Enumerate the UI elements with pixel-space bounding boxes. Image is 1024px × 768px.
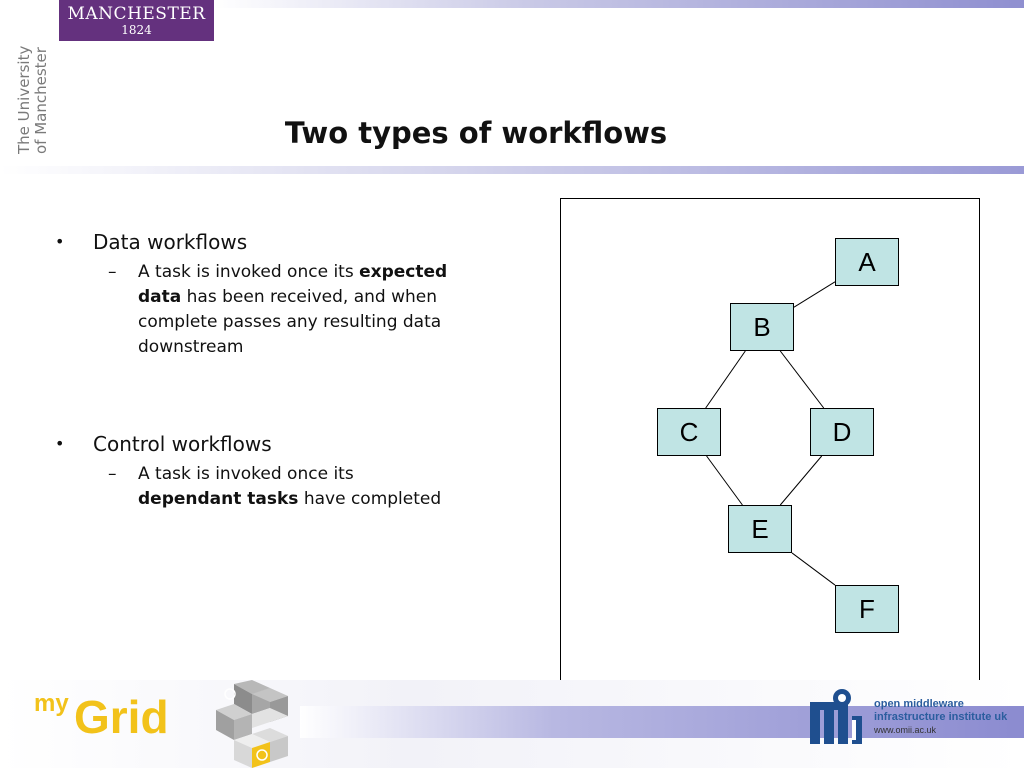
omii-line-1: open middleware (874, 698, 964, 710)
omii-url: www.omii.ac.uk (874, 725, 937, 735)
sub-bullet-item (108, 260, 495, 360)
logo-word: MANCHESTER (67, 4, 206, 24)
omii-logo-icon (808, 688, 870, 750)
edge-b-c (706, 351, 746, 408)
university-line-1: The University (15, 45, 33, 154)
bullet-dot: • (55, 434, 65, 453)
sub-bullet-bold: expected data (138, 262, 448, 307)
slide-title: Two types of workflows (284, 116, 668, 150)
edge-e-f (792, 553, 835, 585)
sub-bullet-text-rest: have completed (298, 489, 442, 509)
node-a: A (835, 238, 899, 286)
bullet-dot: • (55, 232, 65, 251)
node-e: E (728, 505, 792, 553)
bullet-item (55, 430, 495, 458)
edge-c-e (707, 456, 743, 505)
sub-bullet-text-rest: has been received, and when complete passes any resulting data downstream (138, 287, 442, 357)
sub-bullet-text: A task is invoked once its (138, 464, 354, 484)
bullet-item (55, 228, 495, 256)
mygrid-logo (34, 690, 214, 746)
node-d: D (810, 408, 874, 456)
cube-logo-icon (212, 680, 308, 768)
diagram-frame (560, 198, 980, 682)
sub-bullet-dash: – (108, 262, 117, 282)
sub-bullet-item (108, 462, 495, 512)
edge-a-b (794, 282, 835, 307)
top-band (214, 0, 1024, 8)
logo-year: 1824 (121, 23, 152, 37)
title-band (0, 166, 1024, 174)
bullet-label: Control workflows (93, 432, 272, 456)
mygrid-grid: Grid (74, 691, 169, 743)
mygrid-my: my (34, 690, 69, 717)
bullet-list (55, 228, 495, 512)
node-c: C (657, 408, 721, 456)
workflow-diagram (560, 198, 980, 682)
sub-bullet-bold: dependant tasks (138, 489, 299, 509)
edge-d-e (780, 456, 821, 505)
sub-bullet-text: A task is invoked once its (138, 262, 360, 282)
sub-bullet-dash: – (108, 464, 117, 484)
manchester-logo (59, 0, 214, 41)
node-f: F (835, 585, 899, 633)
omii-line-2: infrastructure institute uk (874, 711, 1008, 723)
bullet-label: Data workflows (93, 230, 248, 254)
university-line-2: of Manchester (32, 47, 50, 154)
omii-name (874, 698, 1024, 737)
edge-b-d (780, 351, 823, 408)
node-b: B (730, 303, 794, 351)
